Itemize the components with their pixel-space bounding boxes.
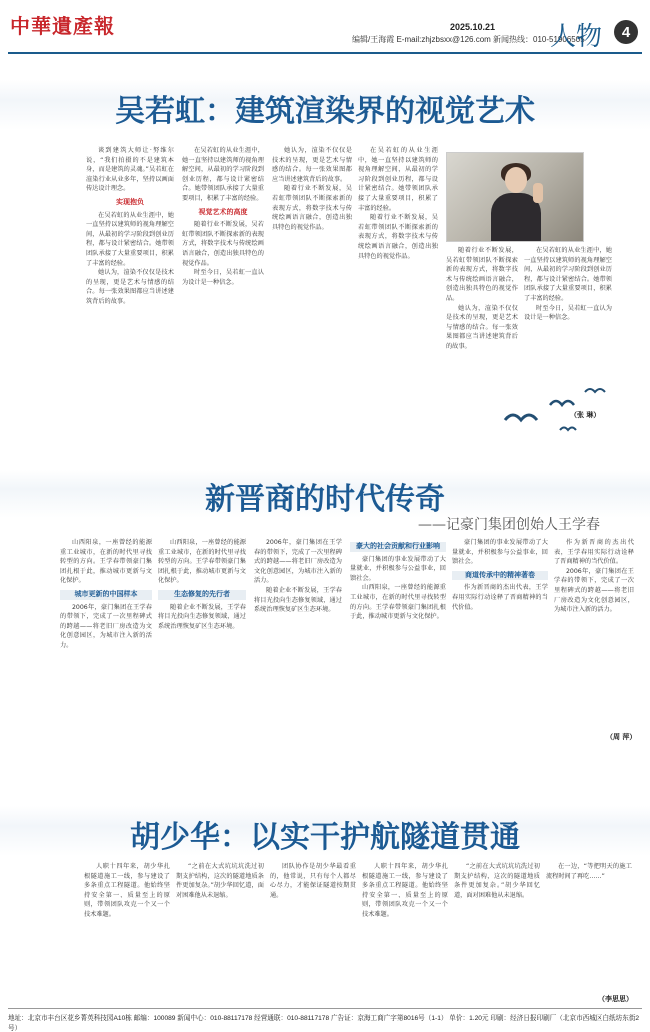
- article2-subheading: 生态修复的先行者: [158, 590, 246, 600]
- article3-paragraph: “之前在大式坑坑坑洗过初期支护结构，这次的隧道地质条件更加复杂。”胡少华回忆道，面对困难他从未退缩。: [176, 863, 264, 899]
- article1-paragraph: 随着行业不断发展，吴若虹带领团队不断探索新的表现方式，将数字技术与传统绘画语言融合，创造出独具特色的视觉作品。: [182, 221, 264, 267]
- article1-paragraph: 在吴若虹的从业生涯中，她一直坚持以建筑师的视角理解空间，从最初的学习阶段到创业历程，都与设计紧密结合。她带领团队承接了大量重要项目，积累了丰富的经验。: [86, 211, 174, 267]
- article1-paragraph: 时至今日，吴若虹一直认为设计是一种信念。: [524, 304, 612, 322]
- article1-subheading: 实现抱负: [116, 197, 144, 206]
- article1-paragraph: 在吴若虹的从业生涯中，她一直坚持以建筑师的视角理解空间，从最初的学习阶段到创业历程，都与设计紧密结合。她带领团队承接了大量重要项目，积累了丰富的经验。: [524, 247, 612, 302]
- article3-column-4: [362, 862, 448, 1002]
- article1-title: 吴若虹：建筑渲染界的视觉艺术: [115, 94, 535, 129]
- article2-subheading: 商道传承中的精神著卷: [452, 571, 548, 581]
- article2-subtitle: ——记豪门集团创始人王学春: [418, 517, 600, 533]
- article1-paragraph: 在吴若虹的从业生涯中，她一直坚持以建筑师的视角理解空间，从最初的学习阶段到创业历程，都与设计紧密结合。她带领团队承接了大量重要项目，积累了丰富的经验。: [358, 147, 438, 212]
- article2-subheading: 城市更新的中国样本: [60, 590, 152, 600]
- article3-column-5: [454, 862, 540, 1002]
- article3-paragraph: “之前在大式坑坑坑洗过初期支护结构，这次的隧道地质条件更加复杂。”胡少华回忆道，面对困难他从未退缩。: [454, 863, 540, 899]
- article3-column-3: [270, 862, 356, 1002]
- masthead-contact-info: 编辑/王海霞 E-mail:zhjzbsxx@126.com 新闻热线：010-51906505: [352, 35, 585, 44]
- article2-paragraph: 作为新晋商的杰出代表，王学春用实际行动诠释了晋商精神的当代价值。: [452, 584, 548, 611]
- article2-paragraph: 2006年，豪门集团在王学春的带领下，完成了一次里程碑式的跨越——将老旧厂房改造为文化创意园区，为城市注入新的活力。: [254, 539, 342, 585]
- article2-column-5: [452, 538, 548, 844]
- article2-column-4: [350, 538, 446, 844]
- article2-title: 新晋商的时代传奇: [205, 482, 445, 517]
- article1-paragraph: 随着行业不断发展，吴若虹带领团队不断探索新的表现方式，将数字技术与传统绘画语言融合，创造出独具特色的视觉作品。: [272, 185, 352, 231]
- article2-credit: （周 萍）: [606, 733, 637, 741]
- birds-icon: [500, 380, 620, 440]
- article1-subheading: 视觉艺术的高度: [198, 207, 248, 216]
- article3-credit: （李思思）: [598, 995, 633, 1003]
- article3-column-1: [84, 862, 170, 1002]
- article3-title: 胡少华：以实干护航隧道贯通: [130, 820, 520, 855]
- article2-paragraph: 山西阳泉，一座曾经的能源重工业城市，在新的时代里寻找转型的方向。王学春带领豪门集团扎根于此，推动城市更新与文化保护。: [60, 539, 152, 585]
- article3-column-2: [176, 862, 264, 1002]
- page-number-badge: 4: [614, 20, 638, 44]
- article1-credit: （张 琳）: [570, 411, 601, 419]
- article1-column-3: [272, 146, 352, 476]
- article2-column-1: [60, 538, 152, 844]
- article1-column-4: [358, 146, 438, 476]
- article1-paragraph: 时至今日，吴若虹一直认为设计是一种信念。: [182, 269, 264, 286]
- section-name: 人物: [550, 22, 603, 52]
- article1-paragraph: 随着行业不断发展，吴若虹带领团队不断探索新的表现方式，将数字技术与传统绘画语言融合，创造出独具特色的视觉作品。: [358, 214, 438, 260]
- article1-paragraph: 在吴若虹的从业生涯中，她一直坚持以建筑师的视角理解空间，从最初的学习阶段到创业历程，都与设计紧密结合。她带领团队承接了大量重要项目，积累了丰富的经验。: [182, 147, 264, 202]
- article3-paragraph: 人职十四年来，胡少华扎根隧道施工一线，参与建设了多条重点工程隧道。他始终坚持安全第一、质量至上的原则，带领团队攻克一个又一个技术难题。: [362, 863, 448, 918]
- article2-paragraph: 豪门集团的事业发展带动了大量就业，并积极参与公益事业，回馈社会。: [350, 555, 446, 582]
- article2-paragraph: 山西阳泉，一座曾经的能源重工业城市，在新的时代里寻找转型的方向。王学春带领豪门集团扎根于此，推动城市更新与文化保护。: [350, 584, 446, 621]
- portrait-photo-wu-ruohong: [446, 152, 584, 242]
- article3-paragraph: 人职十四年来，胡少华扎根隧道施工一线，参与建设了多条重点工程隧道。他始终坚持安全第一、质量至上的原则，带领团队攻克一个又一个技术难题。: [84, 863, 170, 918]
- article3-column-6: [546, 862, 632, 992]
- footer-address: 地址：北京市丰台区花乡菁英科技园A10栋 邮编：100089 新闻中心：010-88117178 经营通联：010-88117178 广告证：京海工商广字第8016号（1-1） 单价：1.20元 印刷：经济日报印刷厂（北京市西城区白纸坊东街2号）: [8, 1008, 642, 1032]
- newspaper-logo: 中華遺產報: [10, 14, 115, 38]
- article1-column-2: [182, 146, 264, 476]
- article2-paragraph: 随着企业不断发展，王学春将目光投向生态修复领域，通过系统治理恢复矿区生态环境。: [158, 603, 246, 630]
- article2-paragraph: 随着企业不断发展，王学春将目光投向生态修复领域，通过系统治理恢复矿区生态环境。: [254, 586, 342, 614]
- article2-column-2: [158, 538, 246, 844]
- article1-paragraph: 谈到建筑大师让·努维尔说，“我们拍摄的不是建筑本身，而是建筑的灵魂。”吴若虹在渲染行业从业多年，坚持以画面传达设计理念。: [86, 147, 174, 193]
- article2-paragraph: 豪门集团的事业发展带动了大量就业，并积极参与公益事业，回馈社会。: [452, 539, 548, 566]
- article2-paragraph: 山西阳泉，一座曾经的能源重工业城市，在新的时代里寻找转型的方向。王学春带领豪门集团扎根于此，推动城市更新与文化保护。: [158, 539, 246, 585]
- article3-paragraph: 团队协作是胡少华最看重的，他常说，只有每个人都尽心尽力，才能保证隧道按期贯通。: [270, 863, 356, 899]
- article1-paragraph: 她认为，渲染不仅仅是技术的呈现，更是艺术与情感的结合。每一张效果图都应当讲述建筑背后的故事。: [446, 304, 518, 350]
- article2-column-6: [554, 538, 637, 844]
- masthead-rule: [8, 52, 642, 54]
- flying-birds-decoration: [500, 380, 620, 444]
- article2-paragraph: 作为新晋商的杰出代表，王学春用实际行动诠释了晋商精神的当代价值。: [554, 539, 634, 566]
- article3-paragraph: 在一边，“等把明天的施工流程时间了再吃……”: [546, 863, 632, 880]
- article2-paragraph: 2006年，豪门集团在王学春的带领下，完成了一次里程碑式的跨越——将老旧厂房改造为文化创意园区，为城市注入新的活力。: [60, 603, 152, 649]
- article1-paragraph: 随着行业不断发展，吴若虹带领团队不断探索新的表现方式，将数字技术与传统绘画语言融合，创造出独具特色的视觉作品。: [446, 247, 518, 302]
- article2-paragraph: 2006年，豪门集团在王学春的带领下，完成了一次里程碑式的跨越——将老旧厂房改造为文化创意园区，为城市注入新的活力。: [554, 567, 634, 614]
- article1-paragraph: 她认为，渲染不仅仅是技术的呈现，更是艺术与情感的结合。每一张效果图都应当讲述建筑背后的故事。: [272, 147, 352, 183]
- article1-column-1: [86, 146, 174, 476]
- article1-paragraph: 她认为，渲染不仅仅是技术的呈现，更是艺术与情感的结合。每一张效果图都应当讲述建筑背后的故事。: [86, 269, 174, 305]
- article2-column-3: [254, 538, 342, 844]
- issue-date: 2025.10.21: [450, 22, 496, 32]
- article2-subheading: 豪大的社会贡献和行业影响: [350, 542, 446, 552]
